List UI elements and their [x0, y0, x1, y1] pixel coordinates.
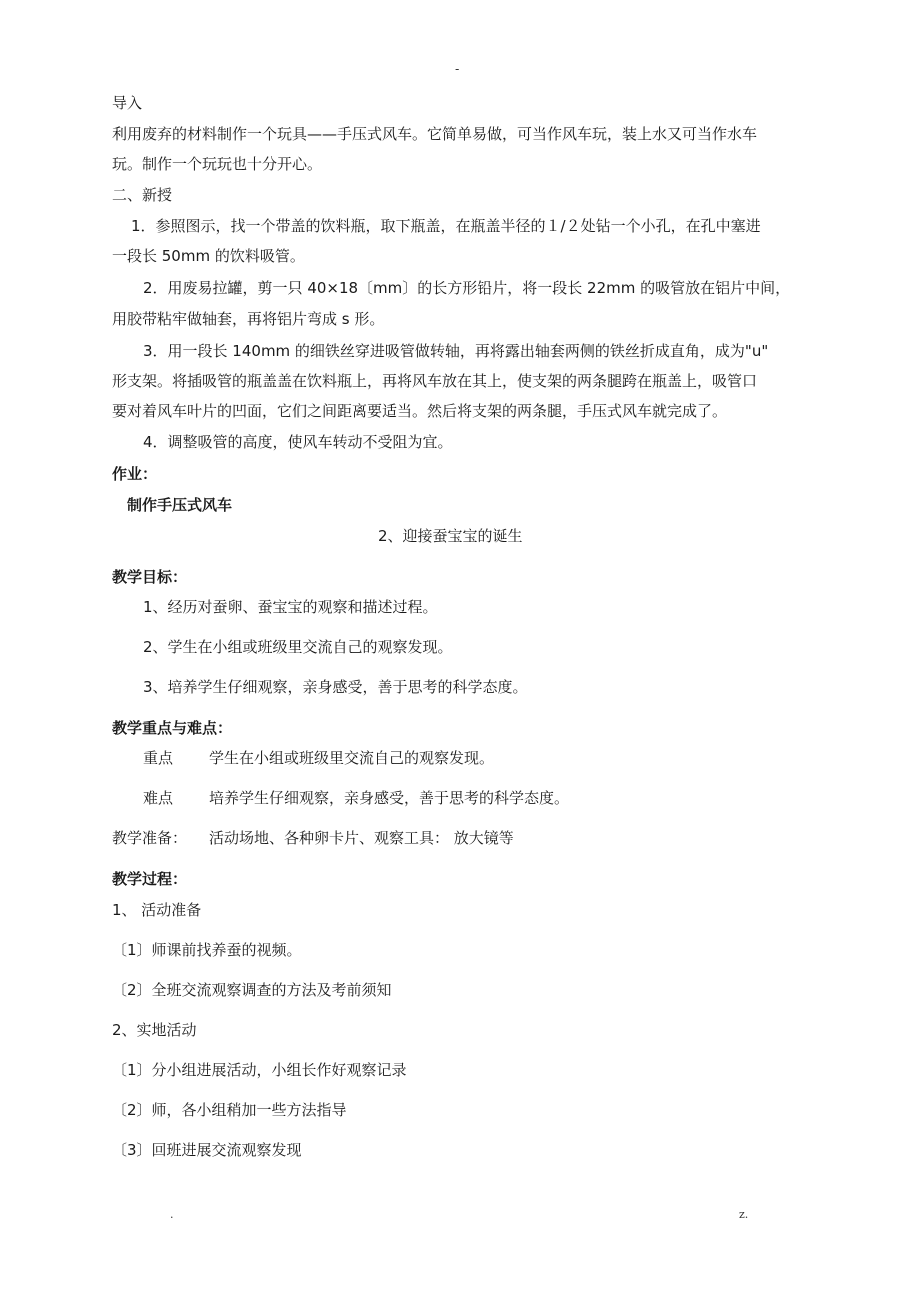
homework-item: 制作手压式风车 — [127, 496, 233, 514]
step-3-line-b: 形支架。将插吸管的瓶盖盖在饮料瓶上，再将风车放在其上，使支架的两条腿跨在瓶盖上，吸管口 — [112, 372, 758, 390]
step-2-line-a: 2．用废易拉罐，剪一只 40×18〔mm〕的长方形铅片，将一段长 22mm 的吸管放在铝片中间， — [143, 279, 791, 297]
new-lesson-heading: 二、新授 — [112, 186, 173, 204]
difficult-point-text: 培养学生仔细观察，亲身感受，善于思考的科学态度。 — [209, 789, 570, 807]
process-heading: 教学过程： — [112, 870, 188, 888]
intro-text-line-1: 利用废弃的材料制作一个玩具——手压式风车。它简单易做，可当作风车玩，装上水又可当作水车 — [112, 125, 758, 143]
header-mark: - — [455, 62, 460, 76]
goal-1: 1、经历对蚕卵、蚕宝宝的观察和描述过程。 — [143, 598, 438, 616]
step-3-line-c: 要对着风车叶片的凹面，它们之间距离要适当。然后将支架的两条腿，手压式风车就完成了。 — [112, 402, 728, 420]
lesson-title: 2、迎接蚕宝宝的诞生 — [378, 527, 523, 545]
process-step-1-item-1: 〔1〕师课前找养蚕的视频。 — [112, 941, 302, 959]
process-step-1-heading: 1、 活动准备 — [112, 901, 202, 919]
process-step-2-heading: 2、实地活动 — [112, 1021, 197, 1039]
step-4: 4．调整吸管的高度，使风车转动不受阻为宜。 — [143, 433, 453, 451]
key-point-text: 学生在小组或班级里交流自己的观察发现。 — [209, 749, 495, 767]
difficult-point-label: 难点 — [143, 789, 174, 807]
intro-heading: 导入 — [112, 94, 143, 112]
process-step-1-item-2: 〔2〕全班交流观察调查的方法及考前须知 — [112, 981, 392, 999]
footer-right-mark: z. — [739, 1208, 749, 1221]
footer-left-mark: . — [170, 1208, 174, 1221]
goal-2: 2、学生在小组或班级里交流自己的观察发现。 — [143, 638, 453, 656]
preparation-label: 教学准备： — [112, 829, 188, 847]
process-step-2-item-1: 〔1〕分小组进展活动，小组长作好观察记录 — [112, 1061, 407, 1079]
goal-3: 3、培养学生仔细观察，亲身感受，善于思考的科学态度。 — [143, 678, 528, 696]
key-points-heading: 教学重点与难点： — [112, 719, 233, 737]
step-1-line-b: 一段长 50mm 的饮料吸管。 — [112, 247, 305, 265]
homework-heading: 作业： — [112, 465, 158, 483]
key-point-label: 重点 — [143, 749, 174, 767]
intro-text-line-2: 玩。制作一个玩玩也十分开心。 — [112, 155, 323, 173]
step-3-line-a: 3．用一段长 140mm 的细铁丝穿进吸管做转轴，再将露出轴套两侧的铁丝折成直角，成为"u" — [143, 342, 769, 360]
step-1-line-a: 1．参照图示，找一个带盖的饮料瓶，取下瓶盖，在瓶盖半径的１/２处钻一个小孔，在孔中塞进 — [131, 217, 761, 235]
process-step-2-item-3: 〔3〕回班进展交流观察发现 — [112, 1141, 302, 1159]
step-2-line-b: 用胶带粘牢做轴套，再将铝片弯成 s 形。 — [112, 310, 385, 328]
preparation-text: 活动场地、各种卵卡片、观察工具： 放大镜等 — [209, 829, 514, 847]
goals-heading: 教学目标： — [112, 568, 188, 586]
process-step-2-item-2: 〔2〕师，各小组稍加一些方法指导 — [112, 1101, 347, 1119]
